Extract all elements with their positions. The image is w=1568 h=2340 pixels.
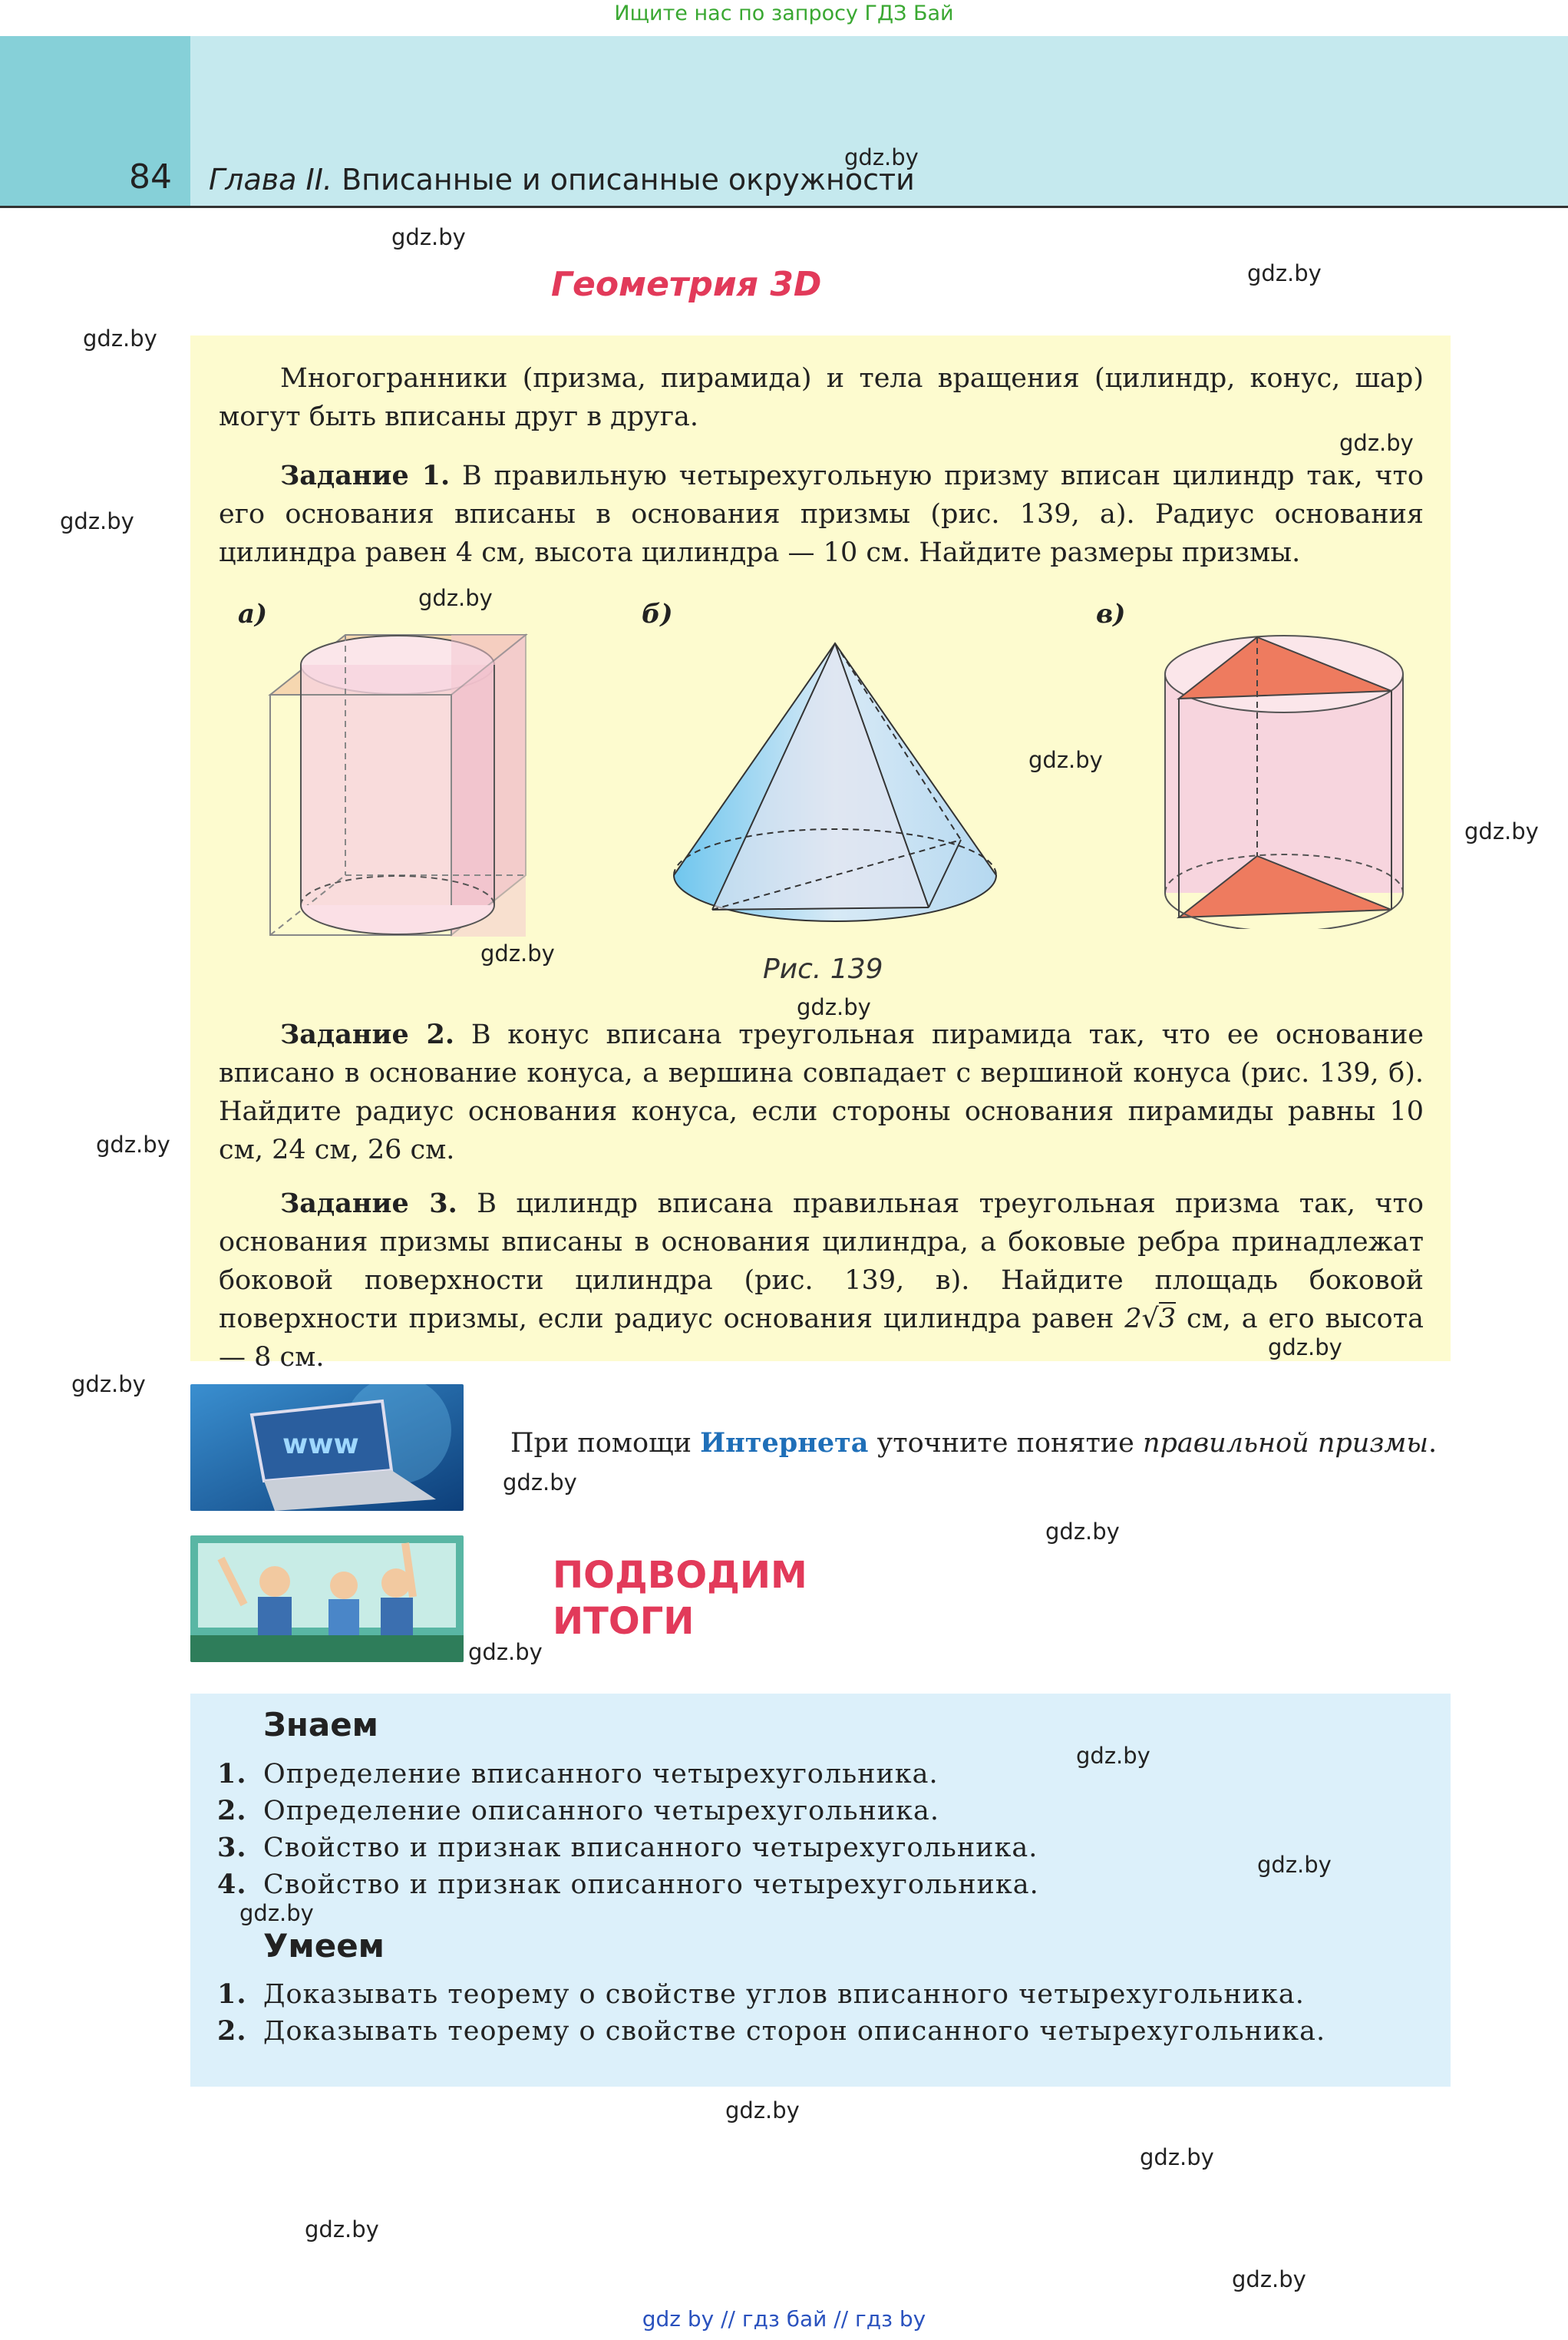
task3-label: Задание 3. [280,1188,457,1219]
watermark: gdz.by [1140,2144,1214,2170]
chapter-title: Вписанные и описанные окружности [342,163,915,197]
students-image [190,1535,464,1662]
summary-heading [553,1552,807,1644]
task3-text: В цилиндр вписана правильная треугольная призма так, что основания призмы вписаны в основания цилиндра, а боковые ребра принадлежат боковой поверхности цилиндра (рис. 139, в). Найдите площадь боковой поверхности призмы, если радиус основания цилиндра равен [219,1188,1424,1334]
watermark: gdz.by [1232,2266,1306,2292]
watermark: gdz.by [1339,430,1414,456]
header-divider [0,206,1568,208]
watermark: gdz.by [1076,1743,1150,1769]
watermark: gdz.by [1247,260,1322,286]
watermark: gdz.by [1045,1519,1120,1545]
internet-middle: уточните понятие [876,1428,1134,1459]
watermark: gdz.by [83,326,157,352]
watermark: gdz.by [391,224,466,250]
chapter-label: Глава II. [209,163,332,197]
know-item: 4. Свойство и признак описанного четырехугольника. [217,1869,1039,1900]
watermark: gdz.by [725,2097,800,2124]
watermark: gdz.by [96,1132,170,1158]
watermark: gdz.by [1464,818,1539,844]
figure-prism-cylinder [261,626,545,948]
can-item: 2. Доказывать теорему о свойстве сторон описанного четырехугольника. [217,2015,1326,2047]
top-search-link[interactable]: Ищите нас по запросу ГДЗ Бай [614,2,954,25]
task3-text-end: см, а его высота — 8 см. [219,1304,1424,1373]
page-number: 84 [129,157,172,197]
watermark: gdz.by [1028,747,1103,773]
internet-term: правильной призмы [1142,1428,1428,1459]
watermark: gdz.by [480,940,555,967]
svg-text:www: www [282,1429,359,1460]
task1-label: Задание 1. [280,460,451,491]
internet-sentence [510,1424,1462,1462]
know-item: 1. Определение вписанного четырехугольника. [217,1758,939,1790]
math-expression: 2√3 [1124,1304,1177,1334]
task2-paragraph [219,1016,1424,1169]
task1-text: В правильную четырехугольную призму вписан цилиндр так, что его основания вписаны в основания призмы (рис. 139, а). Радиус основания цилиндра равен 4 см, высота цилиндра — 10 см. Найдите размеры призмы. [219,461,1424,568]
summary-heading-line1: ПОДВОДИМ [553,1554,807,1597]
watermark: gdz.by [305,2216,379,2242]
can-title: Умеем [263,1927,385,1965]
task2-label: Задание 2. [280,1019,455,1050]
section-title: Геометрия 3D [551,265,822,304]
watermark: gdz.by [468,1639,543,1665]
task1-paragraph [219,457,1424,572]
watermark: gdz.by [71,1371,146,1397]
watermark: gdz.by [1257,1852,1332,1878]
know-item: 2. Определение описанного четырехугольника. [217,1795,940,1826]
watermark: gdz.by [797,994,871,1020]
laptop-www-image [190,1384,464,1511]
task2-text: В конус вписана треугольная пирамида так, что ее основание вписано в основание конуса, а вершина совпадает с вершиной конуса (рис. 139, б). Найдите радиус основания конуса, если стороны основания пирамиды равны 10 см, 24 см, 26 см. [219,1020,1424,1165]
watermark: gdz.by [1268,1334,1342,1360]
figure-label-c: в) [1096,599,1126,630]
watermark: gdz.by [503,1469,577,1496]
task3-paragraph [219,1185,1424,1377]
figure-label-b: б) [642,599,673,630]
watermark: gdz.by [239,1900,314,1926]
figure-cone-pyramid [668,637,1005,940]
watermark: gdz.by [418,585,493,611]
know-title: Знаем [263,1706,379,1743]
internet-link[interactable]: Интернета [700,1427,869,1459]
footer-links[interactable]: gdz by // гдз бай // гдз by [642,2306,926,2332]
intro-paragraph: Многогранники (призма, пирамида) и тела вращения (цилиндр, конус, шар) могут быть вписаны друг в друга. [219,363,1424,432]
figure-caption: Рис. 139 [763,954,883,985]
internet-end: . [1428,1428,1438,1459]
summary-heading-line2: ИТОГИ [553,1600,695,1643]
know-item: 3. Свойство и признак вписанного четырехугольника. [217,1832,1038,1863]
watermark: gdz.by [60,508,134,534]
watermark: gdz.by [844,144,919,170]
internet-before: При помощи [510,1428,692,1459]
figure-cylinder-prism [1157,630,1411,929]
chapter-heading [209,163,915,197]
can-item: 1. Доказывать теорему о свойстве углов вписанного четырехугольника. [217,1978,1305,2010]
figure-label-a: а) [238,599,268,630]
